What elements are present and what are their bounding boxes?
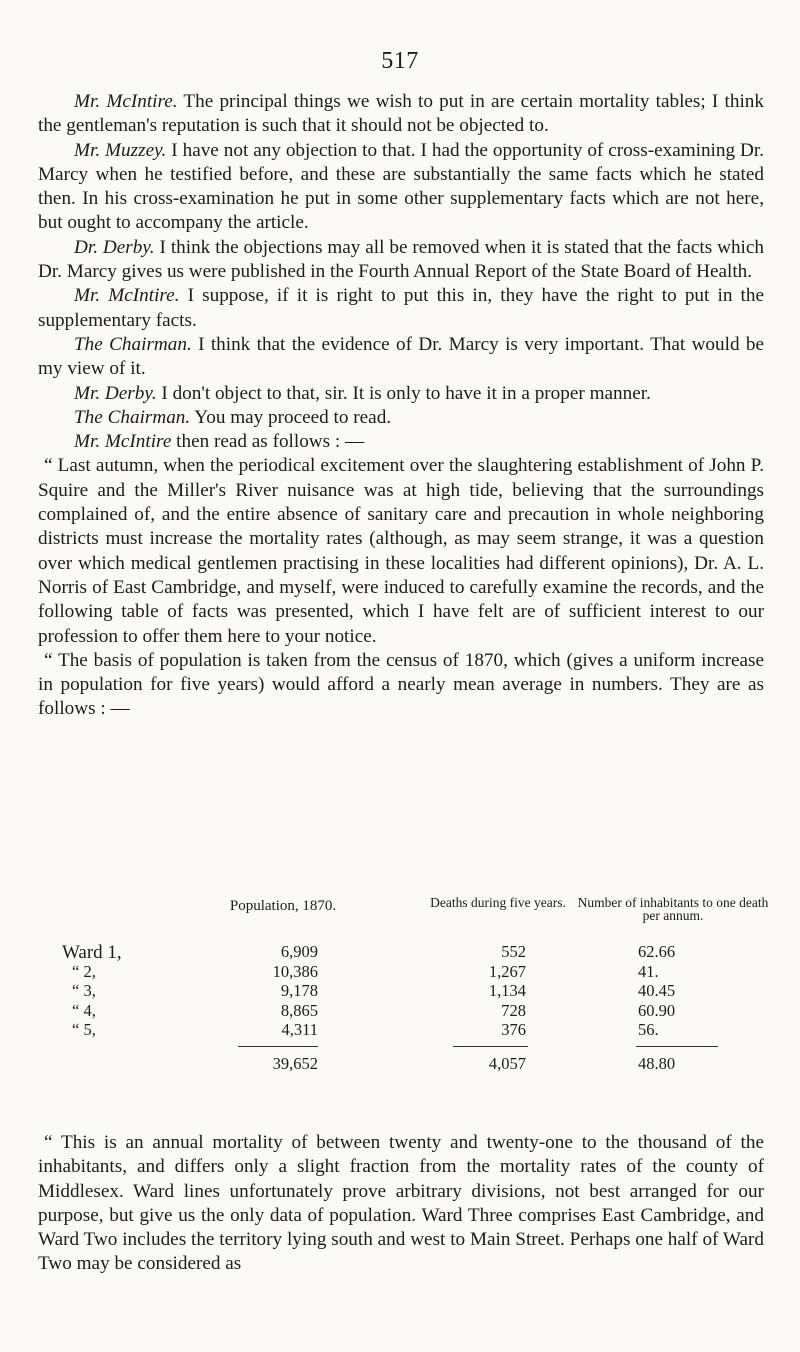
- population-cell: 8,865: [280, 1000, 318, 1020]
- paragraph: [38, 90, 764, 139]
- deaths-cell: 376: [501, 1020, 526, 1039]
- paragraph: [38, 236, 764, 285]
- header-ratio: Number of inhabitants to one death per annum.: [577, 895, 769, 923]
- deaths-cell: 552: [501, 942, 526, 961]
- population-cell: 10,386: [272, 961, 318, 981]
- speaker-name: Mr. McIntire: [74, 431, 172, 453]
- total-deaths: 4,057: [488, 1053, 526, 1073]
- paragraph: [38, 382, 764, 406]
- ratio-cell: 40.45: [638, 981, 676, 1000]
- speaker-name: The Chairman.: [74, 333, 192, 355]
- ratio-cell: 62.66: [638, 942, 676, 961]
- header-deaths: Deaths during five years.: [430, 895, 566, 910]
- total-ratio: 48.80: [638, 1053, 676, 1073]
- paragraph: [38, 406, 764, 430]
- ratio-cell: 56.: [638, 1020, 659, 1039]
- quoted-paragraph: “ This is an annual mortality of between twenty and twenty-one to the thousand of the inhabitants, and differs only a slight fraction from the mortality rates of the county of Middlesex. Ward lines unfortunately prove arbitrary divisions, not best arranged for our purpose, but give us the only data of population. Ward Three comprises East Cambridge, and Ward Two includes the territory lying south and west to Main Street. Perhaps one half of Ward Two may be considered as: [38, 1132, 764, 1275]
- table-row: [38, 981, 764, 1001]
- ward-cell: “ 4,: [72, 1000, 96, 1020]
- total-rules: [38, 1040, 764, 1052]
- paragraph: [38, 139, 764, 236]
- header-population: Population, 1870.: [229, 898, 337, 914]
- total-rule: [636, 1046, 718, 1047]
- paragraph-text: I think that the evidence of Dr. Marcy is very important. That would be my view of it.: [38, 333, 765, 380]
- testimony-text: [38, 90, 764, 722]
- paragraph: [38, 284, 764, 333]
- paragraph: [38, 430, 764, 454]
- speaker-name: Mr. Muzzey.: [74, 139, 167, 161]
- ward-cell: “ 2,: [72, 961, 96, 981]
- speaker-name: Mr. McIntire.: [74, 91, 178, 112]
- quoted-paragraph: “ Last autumn, when the periodical excitement over the slaughtering establishment of John P. Squire and the Miller's River nuisance was at high tide, believing that the surroundings complained of, and the entire absence of sanitary care and precaution in whole neighboring districts must increase the mortality rates (although, as may seem strange, it was a question over which medical gentlemen practising in these localities had different opinions), Dr. A. L. Norris of East Cambridge, and myself, were induced to carefully examine the records, and the following table of facts was presented, which I have felt are of sufficient interest to our profession to offer them here to your notice.: [38, 455, 764, 647]
- table-row: [38, 1020, 764, 1040]
- speaker-name: Dr. Derby.: [74, 236, 155, 258]
- deaths-cell: 1,134: [488, 981, 526, 1000]
- total-rule: [238, 1046, 318, 1047]
- quoted-paragraph: “ The basis of population is taken from the census of 1870, which (gives a uniform increase in population for five years) would afford a nearly mean average in numbers. They are as follows : —: [38, 649, 764, 720]
- deaths-cell: 728: [501, 1000, 526, 1020]
- closing-text: [38, 1131, 764, 1277]
- ward-cell: “ 5,: [72, 1020, 96, 1039]
- table-header: [38, 895, 769, 942]
- page-number: 517: [381, 48, 419, 74]
- table-row: [38, 942, 764, 962]
- totals-row: [38, 1054, 764, 1074]
- paragraph-text: then read as follows : —: [171, 431, 365, 453]
- ratio-cell: 60.90: [638, 1000, 676, 1020]
- paragraph-text: I don't object to that, sir. It is only to have it in a proper manner.: [156, 382, 651, 404]
- paragraph-text: The principal things we wish to put in are certain mortality tables; I think the gentleman's reputation is such that it should not be objected to.: [38, 91, 764, 137]
- paragraph: [38, 333, 764, 382]
- table-row: [38, 1001, 764, 1021]
- ward-cell: “ 3,: [72, 981, 96, 1000]
- paragraph-text: You may proceed to read.: [190, 406, 392, 428]
- total-rule: [453, 1046, 528, 1047]
- population-cell: 4,311: [281, 1020, 318, 1039]
- paragraph-text: I suppose, if it is right to put this in, they have the right to put in the supplementary facts.: [38, 285, 764, 331]
- ward-cell: Ward 1,: [62, 942, 122, 963]
- population-cell: 9,178: [280, 981, 318, 1000]
- speaker-name: Mr. McIntire.: [74, 285, 180, 307]
- paragraph-text: I have not any objection to that. I had the opportunity of cross-examining Dr. Marcy when he testified before, and these are substantially the same facts which he stated then. In his cross-examination he put in some other supplementary facts which are not here, but ought to accompany the article.: [38, 139, 764, 234]
- ratio-cell: 41.: [638, 961, 659, 981]
- table-row: [38, 962, 764, 982]
- speaker-name: The Chairman.: [74, 406, 191, 428]
- mortality-table: [38, 895, 769, 1073]
- speaker-name: Mr. Derby.: [74, 382, 157, 404]
- total-population: 39,652: [272, 1053, 318, 1073]
- deaths-cell: 1,267: [488, 961, 526, 981]
- population-cell: 6,909: [280, 942, 318, 961]
- paragraph-text: I think the objections may all be removed when it is stated that the facts which Dr. Marcy gives us were published in the Fourth Annual Report of the State Board of Health.: [38, 236, 764, 283]
